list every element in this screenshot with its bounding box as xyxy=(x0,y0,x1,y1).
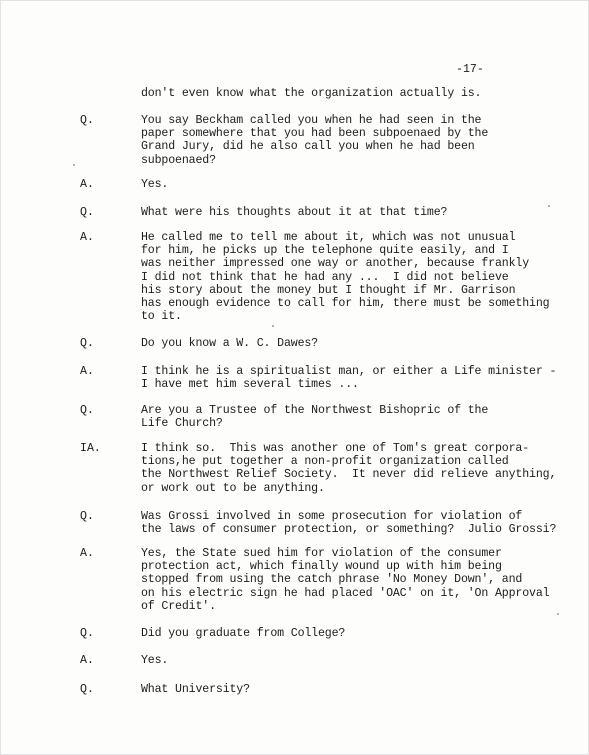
testimony-text: Was Grossi involved in some prosecution for violation of the laws of consumer protection, or something? Julio Grossi? xyxy=(141,510,557,537)
speaker-label: Q. xyxy=(80,627,94,640)
speaker-label: Q. xyxy=(80,404,94,417)
testimony-text: He called me to tell me about it, which was not unusual for him, he picks up the telephone quite easily, and I was neither impressed one way or another, because frankly I did not think that he had any ... I did not believe his story about the money but I thought if Mr. Garrison has enough evidence to call for him, there must be something to it. xyxy=(141,231,550,324)
testimony-text: Yes. xyxy=(141,178,169,191)
speaker-label: A. xyxy=(80,547,94,560)
testimony-text: What were his thoughts about it at that time? xyxy=(141,206,448,219)
speaker-label: Q. xyxy=(80,337,94,350)
testimony-text: Do you know a W. C. Dawes? xyxy=(141,337,318,350)
speaker-label: A. xyxy=(80,365,94,378)
scan-speck xyxy=(272,325,274,327)
testimony-text: Did you graduate from College? xyxy=(141,627,346,640)
continuation-line: don't even know what the organization actually is. xyxy=(141,87,482,100)
speaker-label: A. xyxy=(80,231,94,244)
testimony-text: Are you a Trustee of the Northwest Bishopric of the Life Church? xyxy=(141,404,489,431)
testimony-text: Yes, the State sued him for violation of the consumer protection act, which finally wound up with him being stopped from using the catch phrase 'No Money Down', and on his electric sign he had placed 'OAC' on it, 'On Approval of Credit'. xyxy=(141,547,550,613)
speaker-label: Q. xyxy=(80,683,94,696)
scan-speck xyxy=(557,613,559,615)
speaker-label: Q. xyxy=(80,510,94,523)
speaker-label: A. xyxy=(80,178,94,191)
testimony-text: Yes. xyxy=(141,654,169,667)
page-number: -17- xyxy=(456,63,484,76)
scan-speck xyxy=(548,205,550,207)
testimony-text: I think so. This was another one of Tom's great corpora- tions,he put together a non-profit organization called the Northwest Relief Society. It never did relieve anything, or work out to be anything. xyxy=(141,442,557,495)
speaker-label: IA. xyxy=(80,442,101,455)
testimony-text: I think he is a spiritualist man, or either a Life minister - I have met him several times ... xyxy=(141,365,557,392)
speaker-label: Q. xyxy=(80,206,94,219)
scan-speck xyxy=(73,164,75,166)
testimony-text: What University? xyxy=(141,683,250,696)
speaker-label: A. xyxy=(80,654,94,667)
speaker-label: Q. xyxy=(80,114,94,127)
testimony-text: You say Beckham called you when he had seen in the paper somewhere that you had been subpoenaed by the Grand Jury, did he also call you when he had been subpoenaed? xyxy=(141,114,489,167)
